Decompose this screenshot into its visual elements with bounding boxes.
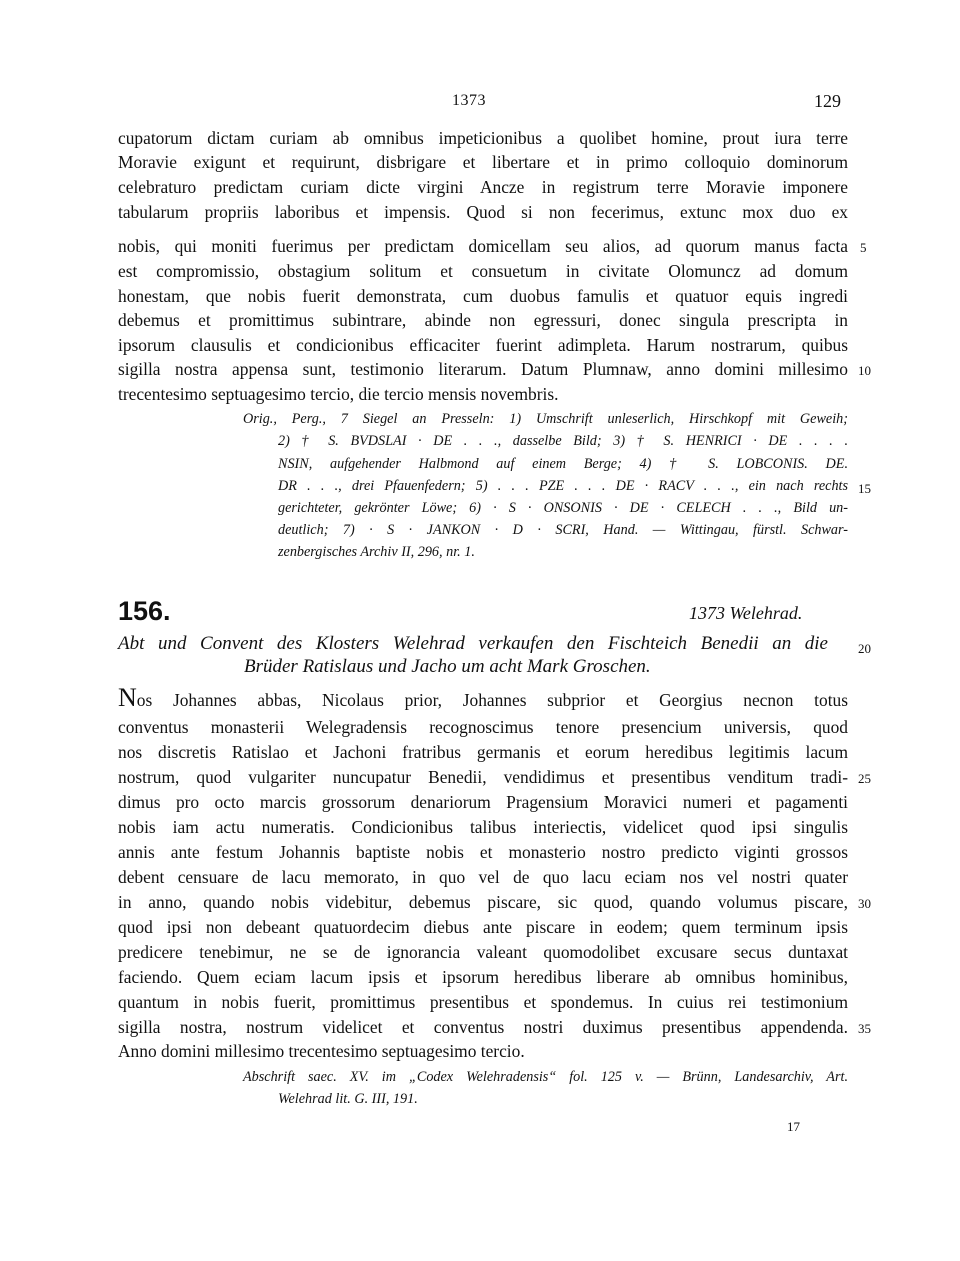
text-line: trecentesimo septuagesimo tercio, die tercio mensis novembris. bbox=[118, 384, 559, 404]
signature-mark: 17 bbox=[787, 1119, 800, 1134]
page-number: 129 bbox=[814, 91, 841, 111]
text-line: sigilla nostra, nostrum videlicet et conventus nostri duximus presentibus appendenda. bbox=[118, 1017, 848, 1037]
note-line: NSIN, aufgehender Halbmond auf einem Berge; 4) † S. LOBCONIS. DE. bbox=[278, 456, 848, 472]
note-line: 2) † S. BVDSLAI · DE . . ., dasselbe Bild; 3) † S. HENRICI · DE . . . . bbox=[278, 433, 848, 449]
text-line: debent censuare de lacu memorato, in quo vel de quo lacu eciam nos vel nostri quater bbox=[118, 867, 848, 887]
first-line-text: os Johannes abbas, Nicolaus prior, Johannes subprior et Georgius necnon totus bbox=[136, 690, 848, 710]
text-line: est compromissio, obstagium solitum et consuetum in civitate Olomuncz ad domum bbox=[118, 261, 848, 281]
text-line: quod ipsi non debeant quatuordecim diebus ante piscare in eodem; quem terminum ipsis bbox=[118, 917, 848, 937]
note-line: Abschrift saec. XV. im „Codex Welehradensis“ fol. 125 v. — Brünn, Landesarchiv, Art. bbox=[243, 1069, 848, 1085]
note-line: zenbergisches Archiv II, 296, nr. 1. bbox=[278, 544, 475, 560]
text-line: ipsorum clausulis et condicionibus efficaciter fuerint adimpleta. Harum nostrarum, quibus bbox=[118, 335, 848, 355]
text-line: in anno, quando nobis videbitur, debemus piscare, sic quod, quando volumus piscare, bbox=[118, 892, 848, 912]
text-line: tabularum propriis laboribus et impensis. Quod si non fecerimus, extunc mox duo ex bbox=[118, 202, 848, 222]
text-line: nostrum, quod vulgariter nuncupatur Benedii, vendidimus et presentibus venditum tradi- bbox=[118, 767, 848, 787]
text-line: sigilla nostra appensa sunt, testimonio literarum. Datum Plumnaw, anno domini millesimo bbox=[118, 359, 848, 379]
line-margin-number: 20 bbox=[858, 641, 871, 656]
initial-letter: N bbox=[118, 683, 137, 712]
text-line: faciendo. Quem eciam lacum ipsis et ipsorum heredibus liberare ab omnibus hominibus, bbox=[118, 967, 848, 987]
text-line: predicere tenebimur, ne se de ignorancia valeant quomodolibet excusare secus duntaxat bbox=[118, 942, 848, 962]
document-rubric-line: Brüder Ratislaus und Jacho um acht Mark Groschen. bbox=[244, 656, 651, 677]
line-margin-number: 30 bbox=[858, 896, 871, 911]
text-line: honestam, que nobis fuerit demonstrata, cum duobus famulis et quatuor equis ingredi bbox=[118, 286, 848, 306]
note-line: DR . . ., drei Pfauenfedern; 5) . . . PZE . . . DE · RACV . . ., ein nach rechts bbox=[278, 478, 848, 494]
text-line: Anno domini millesimo trecentesimo septuagesimo tercio. bbox=[118, 1041, 525, 1061]
note-line: gerichteter, gekrönter Löwe; 6) · S · ONSONIS · DE · CELECH . . ., Bild un- bbox=[278, 500, 848, 516]
running-header-year: 1373 bbox=[452, 92, 486, 109]
text-line: conventus monasterii Welegradensis recognoscimus tenore presencium universis, quod bbox=[118, 717, 848, 737]
note-line: Orig., Perg., 7 Siegel an Presseln: 1) Umschrift unleserlich, Hirschkopf mit Geweih; bbox=[243, 411, 848, 427]
text-line: nobis, qui moniti fuerimus per predictam domicellam seu alios, ad quorum manus facta bbox=[118, 236, 848, 256]
line-margin-number: 5 bbox=[860, 240, 867, 255]
text-line: cupatorum dictam curiam ab omnibus impeticionibus a quolibet homine, prout iura terre bbox=[118, 128, 848, 148]
line-margin-number: 25 bbox=[858, 771, 871, 786]
line-margin-number: 35 bbox=[858, 1021, 871, 1036]
note-line: Welehrad lit. G. III, 191. bbox=[278, 1091, 418, 1107]
text-line: nobis iam actu numeratis. Condicionibus talibus interiectis, videlicet quod ipsi singulis bbox=[118, 817, 848, 837]
line-margin-number: 15 bbox=[858, 481, 871, 496]
document-number: 156. bbox=[118, 596, 171, 626]
document-rubric-line: Abt und Convent des Klosters Welehrad verkaufen den Fischteich Benedii an die bbox=[118, 633, 828, 654]
line-margin-number: 10 bbox=[858, 363, 871, 378]
text-line: Moravie exigunt et requirunt, disbrigare et libertare et in primo colloquio dominorum bbox=[118, 152, 848, 172]
text-line: celebraturo predictam curiam dicte virgini Ancze in registrum terre Moravie imponere bbox=[118, 177, 848, 197]
text-line: annis ante festum Johannis baptiste nobis et monasterio nostro predicto viginti grossos bbox=[118, 842, 848, 862]
text-line: dimus pro octo marcis grossorum denariorum Pragensium Moravici numeri et pagamenti bbox=[118, 792, 848, 812]
text-line bbox=[118, 683, 848, 712]
note-line: deutlich; 7) · S · JANKON · D · SCRI, Hand. — Wittingau, fürstl. Schwar- bbox=[278, 522, 848, 538]
text-line: quantum in nobis fuerit, promittimus presentibus et spondemus. In cuius rei testimonium bbox=[118, 992, 848, 1012]
document-date-place: 1373 Welehrad. bbox=[689, 603, 803, 623]
text-line: nos discretis Ratislao et Jachoni fratribus germanis et eorum heredibus legitimis lacum bbox=[118, 742, 848, 762]
text-line: debemus et promittimus subintrare, abinde non egressuri, donec singula prescripta in bbox=[118, 310, 848, 330]
